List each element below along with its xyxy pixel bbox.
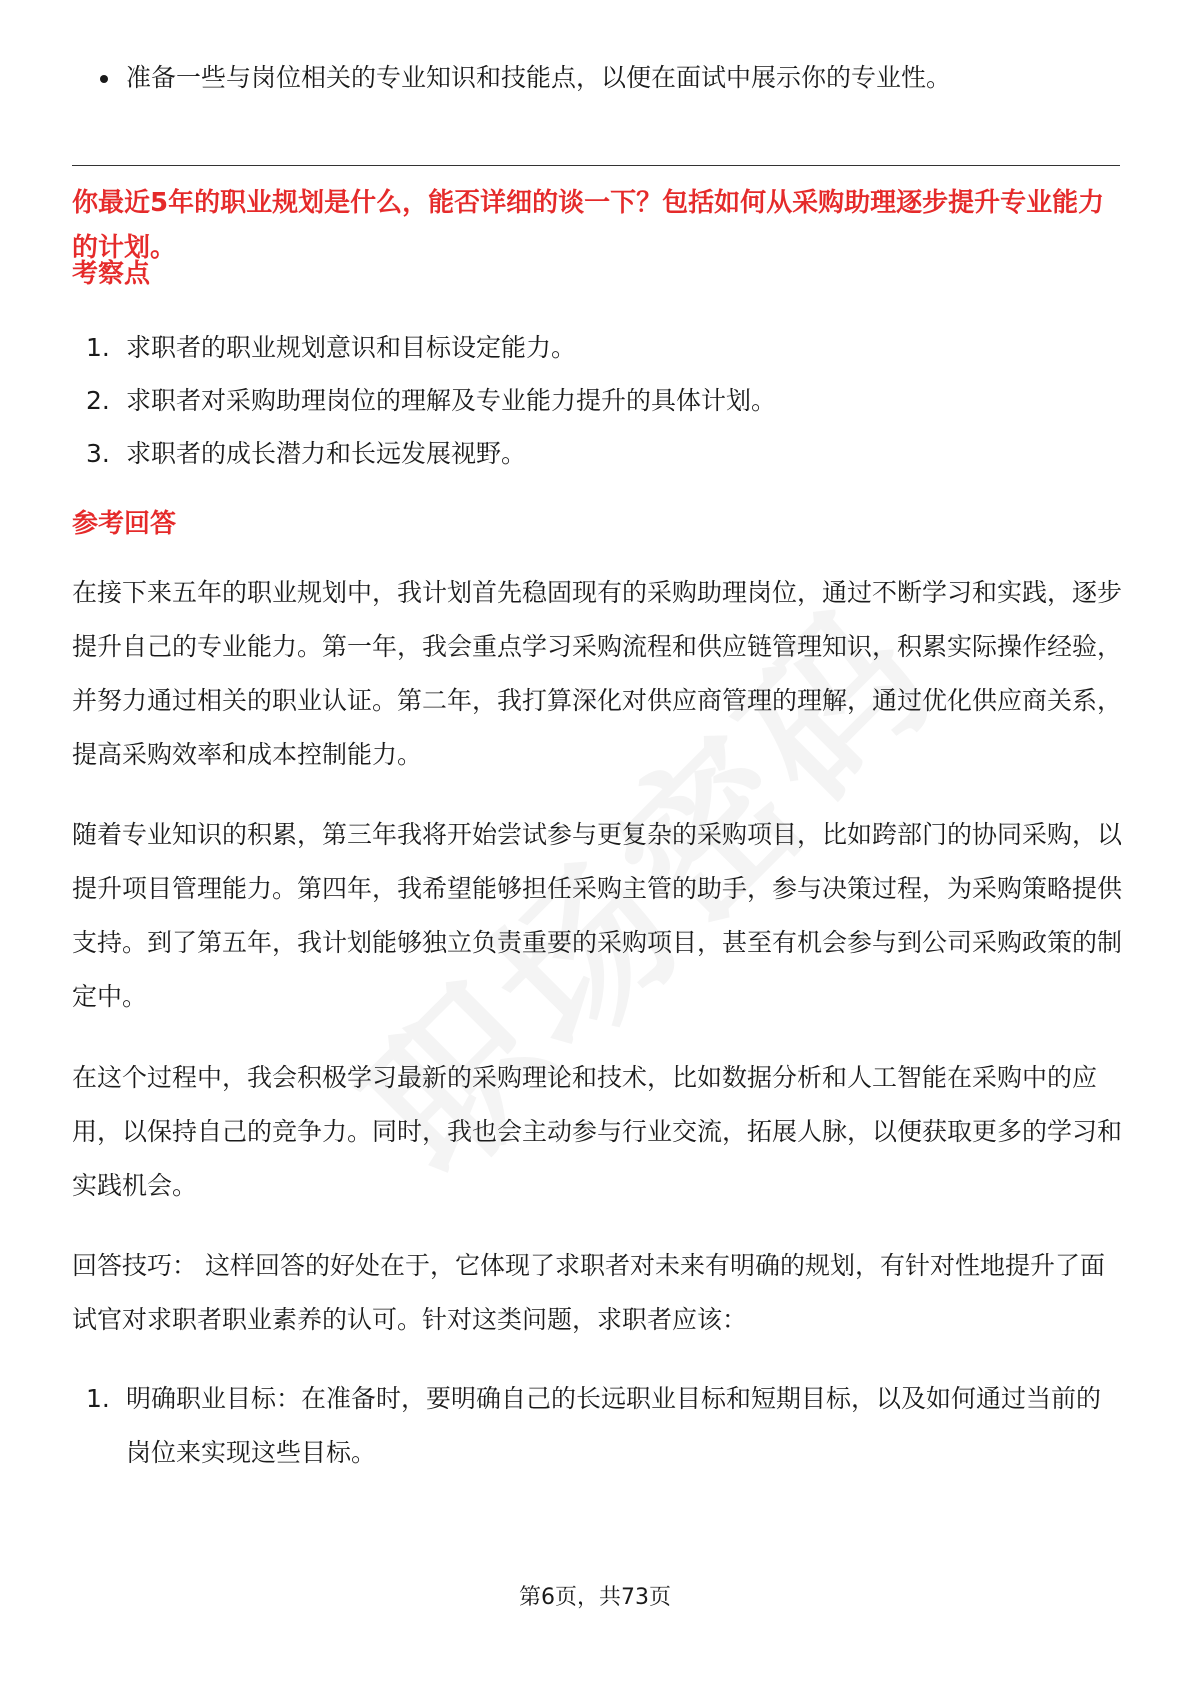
focus-item-text: 求职者的成长潜力和长远发展视野。 bbox=[126, 439, 527, 468]
page-number-footer: 第6页，共73页 bbox=[519, 1585, 671, 1610]
focus-item-number: 2. bbox=[86, 386, 110, 415]
focus-item-text: 求职者的职业规划意识和目标设定能力。 bbox=[126, 333, 577, 362]
bullet-dot-icon bbox=[100, 75, 108, 83]
answer-tips-paragraph: 回答技巧： 这样回答的好处在于，它体现了求职者对未来有明确的规划，有针对性地提升了面试官对求职者职业素养的认可。针对这类问题，求职者应该： bbox=[72, 1251, 1105, 1334]
focus-item-number: 1. bbox=[86, 333, 110, 362]
focus-item bbox=[86, 328, 576, 368]
answer-paragraph: 随着专业知识的积累，第三年我将开始尝试参与更复杂的采购项目，比如跨部门的协同采购，以提升项目管理能力。第四年，我希望能够担任采购主管的助手，参与决策过程，为采购策略提供支持。到了第五年，我计划能够独立负责重要的采购项目，甚至有机会参与到公司采购政策的制定中。 bbox=[72, 820, 1123, 1011]
focus-title: 考察点 bbox=[72, 259, 151, 289]
focus-item bbox=[86, 381, 776, 421]
answer-paragraph: 在这个过程中，我会积极学习最新的采购理论和技术，比如数据分析和人工智能在采购中的应用，以保持自己的竞争力。同时，我也会主动参与行业交流，拓展人脉，以便获取更多的学习和实践机会。 bbox=[72, 1063, 1123, 1200]
tip-item-number: 1. bbox=[86, 1384, 110, 1413]
focus-item bbox=[86, 434, 526, 474]
focus-item-text: 求职者对采购助理岗位的理解及专业能力提升的具体计划。 bbox=[126, 386, 777, 415]
tip-item-text: 明确职业目标：在准备时，要明确自己的长远职业目标和短期目标，以及如何通过当前的岗位来实现这些目标。 bbox=[126, 1384, 1102, 1467]
answer-title: 参考回答 bbox=[72, 509, 177, 539]
tip-item bbox=[86, 1372, 1122, 1480]
question-heading: 你最近5年的职业规划是什么，能否详细的谈一下？包括如何从采购助理逐步提升专业能力的计划。 bbox=[72, 188, 1105, 263]
answer-paragraph: 在接下来五年的职业规划中，我计划首先稳固现有的采购助理岗位，通过不断学习和实践，逐步提升自己的专业能力。第一年，我会重点学习采购流程和供应链管理知识，积累实际操作经验，并努力通过相关的职业认证。第二年，我打算深化对供应商管理的理解，通过优化供应商关系，提高采购效率和成本控制能力。 bbox=[72, 578, 1123, 769]
top-bullet-text: 准备一些与岗位相关的专业知识和技能点，以便在面试中展示你的专业性。 bbox=[126, 63, 952, 92]
focus-item-number: 3. bbox=[86, 439, 110, 468]
section-divider bbox=[72, 165, 1120, 166]
